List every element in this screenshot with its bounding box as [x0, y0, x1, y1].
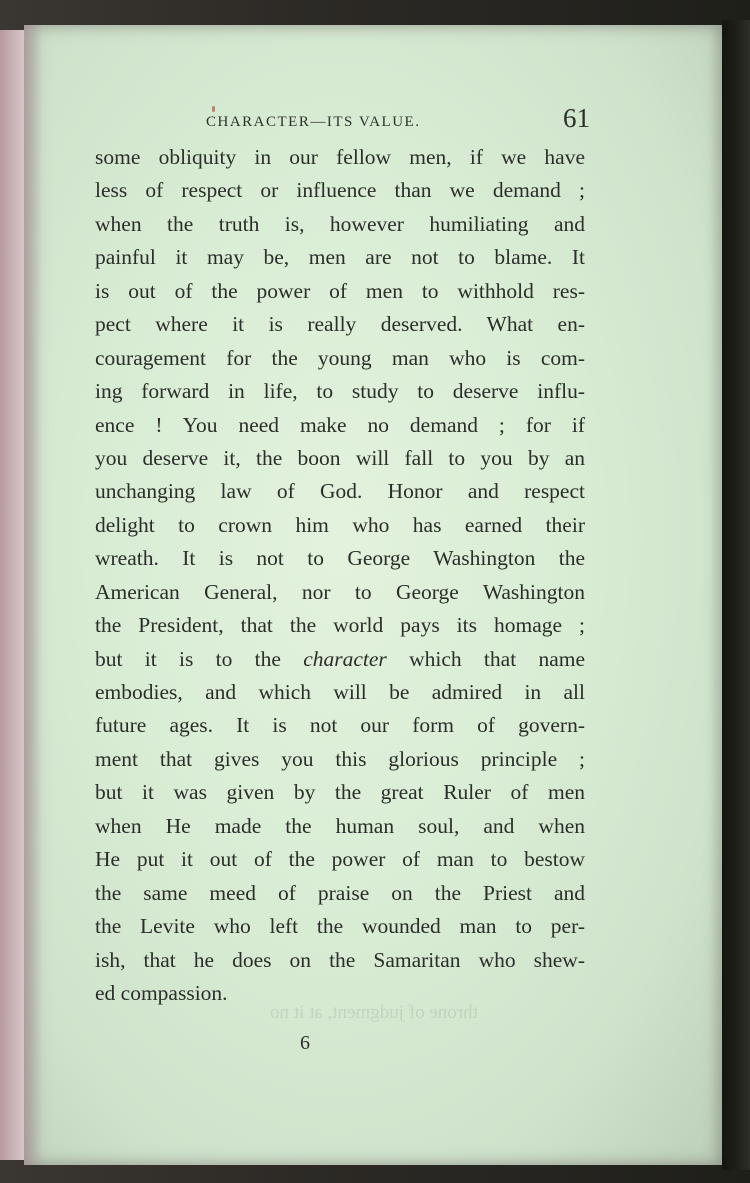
text-line: ing forward in life, to study to deserve influ-: [95, 379, 585, 404]
text-line: pect where it is really deserved. What en-: [95, 312, 585, 337]
running-head: [206, 99, 590, 139]
running-title: CHARACTER—ITS VALUE.: [206, 114, 421, 130]
text-line: ment that gives you this glorious principle ;: [95, 746, 585, 771]
text-line: less of respect or influence than we demand ;: [95, 178, 585, 203]
text-line: painful it may be, men are not to blame. It: [95, 245, 585, 270]
italic-word: character: [303, 646, 387, 671]
text-line: when the truth is, however humiliating and: [95, 211, 585, 236]
bleed-through-text: throne of judgment, at it no: [270, 1002, 478, 1023]
text-line: some obliquity in our fellow men, if we have: [95, 145, 585, 169]
text-line-with-italic: [95, 643, 585, 676]
text-line: is out of the power of men to withhold res-: [95, 278, 585, 303]
text-line: future ages. It is not our form of govern-: [95, 713, 585, 738]
text-line: ed compassion.: [95, 980, 228, 1005]
text-line: you deserve it, the boon will fall to you by an: [95, 445, 585, 470]
text-line: American General, nor to George Washington: [95, 579, 585, 604]
text-line: ence ! You need make no demand ; for if: [95, 412, 585, 437]
text-line: when He made the human soul, and when: [95, 813, 585, 838]
text-segment: which that name: [409, 646, 586, 671]
text-line: couragement for the young man who is com-: [95, 345, 585, 370]
text-segment: but it is to the: [95, 646, 281, 671]
book-binding-edge: [722, 20, 750, 1170]
text-line: embodies, and which will be admired in all: [95, 680, 585, 704]
text-line: wreath. It is not to George Washington the: [95, 546, 585, 571]
page-number: 61: [563, 103, 590, 133]
text-line: unchanging law of God. Honor and respect: [95, 479, 585, 504]
text-line: the same meed of praise on the Priest and: [95, 880, 585, 905]
text-line: delight to crown him who has earned their: [95, 512, 585, 537]
text-line: the President, that the world pays its homage ;: [95, 613, 585, 638]
text-line: ish, that he does on the Samaritan who shew-: [95, 947, 585, 972]
body-text: [95, 141, 585, 1010]
text-line: the Levite who left the wounded man to per-: [95, 914, 585, 939]
signature-mark: 6: [300, 1032, 310, 1054]
page-fold-shadow: [24, 25, 42, 1165]
text-line: but it was given by the great Ruler of men: [95, 780, 585, 805]
text-line: He put it out of the power of man to bestow: [95, 847, 585, 872]
